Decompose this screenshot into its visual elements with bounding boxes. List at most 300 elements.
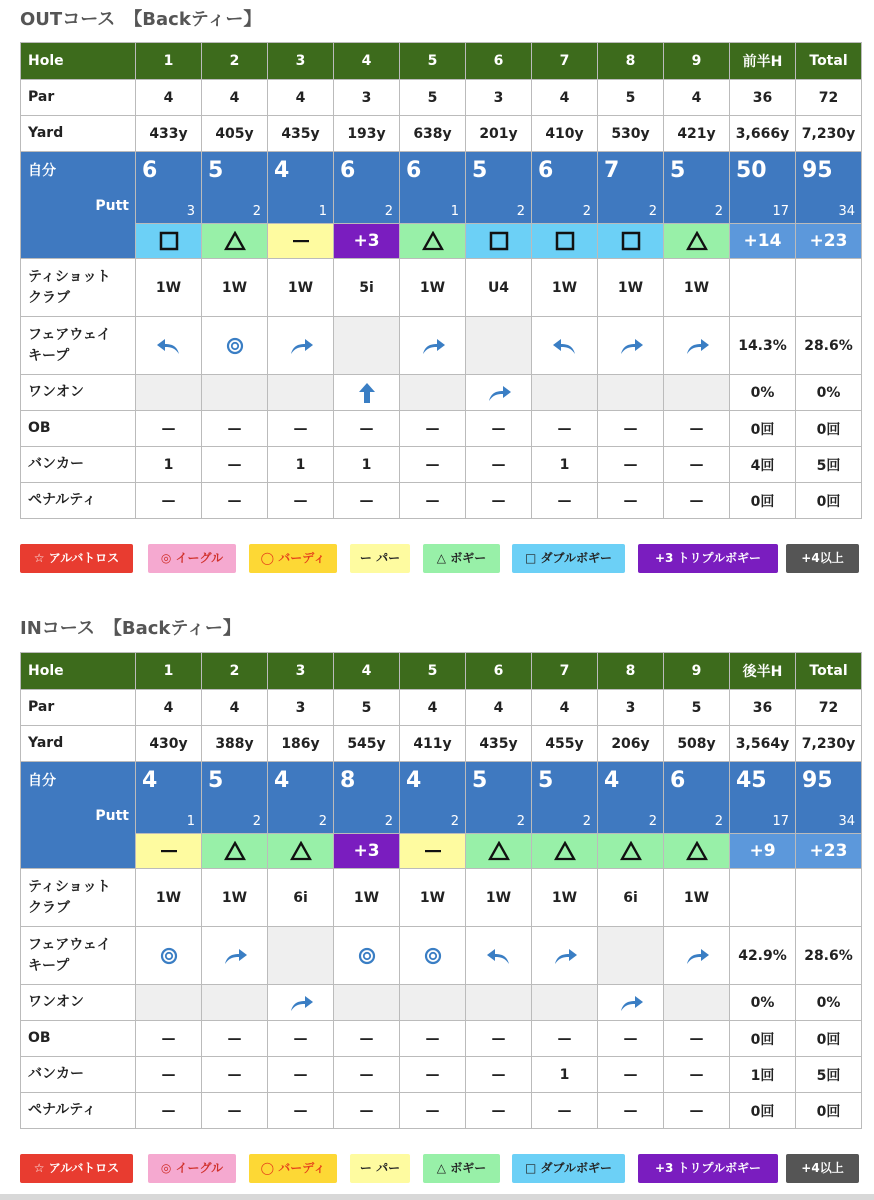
ob-row	[21, 1021, 862, 1057]
bunker-row-cell: —	[466, 1057, 532, 1093]
penalty-row-cell: —	[136, 483, 202, 519]
yard-row	[21, 116, 862, 152]
yard-row-cell: 193y	[334, 116, 400, 152]
legend-item: +4以上	[786, 544, 859, 573]
par-row-cell: 4	[664, 80, 730, 116]
result-mark	[202, 224, 268, 259]
par-row	[21, 690, 862, 726]
double-bogey-icon	[555, 231, 575, 251]
score-cell	[466, 152, 532, 224]
putt-count: 2	[516, 204, 525, 219]
one-on-cell	[532, 985, 598, 1021]
bunker-row-cell: 1	[334, 447, 400, 483]
yard-row-cell: 638y	[400, 116, 466, 152]
stroke-count: 50	[736, 158, 767, 183]
header-cell: 7	[532, 653, 598, 690]
result-mark: +23	[796, 834, 862, 869]
ob-row-cell: —	[664, 1021, 730, 1057]
bunker-row-label: バンカー	[21, 447, 136, 483]
par-row-cell: 5	[400, 80, 466, 116]
one-on-total: 0%	[730, 985, 796, 1021]
penalty-row	[21, 1093, 862, 1129]
penalty-row-cell: 0回	[730, 483, 796, 519]
penalty-row-label: ペナルティ	[21, 483, 136, 519]
arrow-right-icon	[221, 946, 249, 966]
one-on-cell	[598, 985, 664, 1021]
penalty-row-label: ペナルティ	[21, 1093, 136, 1129]
tee-club-cell: 1W	[400, 259, 466, 317]
result-mark	[664, 834, 730, 869]
legend-item: □ ダブルボギー	[512, 544, 625, 573]
putt-count: 2	[516, 814, 525, 829]
penalty-row-cell: —	[268, 1093, 334, 1129]
penalty-row-cell: —	[466, 483, 532, 519]
one-on-cell	[598, 375, 664, 411]
stroke-count: 4	[142, 768, 158, 793]
one-on-cell	[400, 985, 466, 1021]
tee-club-cell: 5i	[334, 259, 400, 317]
score-cell	[136, 762, 202, 834]
target-icon	[424, 947, 442, 965]
tee-club-cell: 1W	[532, 869, 598, 927]
ob-row-cell: 0回	[796, 1021, 862, 1057]
header-cell: 5	[400, 653, 466, 690]
yard-row-cell: 206y	[598, 726, 664, 762]
fairway-cell	[598, 927, 664, 985]
arrow-left-icon	[551, 336, 579, 356]
ob-row-cell: —	[532, 1021, 598, 1057]
tee-club-row	[21, 259, 862, 317]
tee-club-cell: 1W	[202, 259, 268, 317]
putt-count: 17	[772, 814, 789, 829]
self-label: 自分	[28, 773, 56, 789]
yard-row-cell: 508y	[664, 726, 730, 762]
bunker-row	[21, 447, 862, 483]
penalty-row-cell: —	[598, 1093, 664, 1129]
penalty-row-cell: —	[466, 1093, 532, 1129]
stroke-count: 5	[472, 768, 488, 793]
yard-row-cell: 421y	[664, 116, 730, 152]
stroke-count: 45	[736, 768, 767, 793]
yard-row-cell: 435y	[268, 116, 334, 152]
fairway-cell	[466, 927, 532, 985]
tee-club-cell	[796, 869, 862, 927]
result-mark	[202, 834, 268, 869]
par-row-cell: 4	[268, 80, 334, 116]
header-cell: 4	[334, 653, 400, 690]
arrow-right-icon	[617, 993, 645, 1013]
ob-row-cell: —	[598, 411, 664, 447]
ob-row-cell: 0回	[730, 1021, 796, 1057]
fairway-cell	[532, 317, 598, 375]
bunker-row-cell: 1	[136, 447, 202, 483]
tee-club-cell: 1W	[136, 259, 202, 317]
legend-item: ◎ イーグル	[148, 1154, 236, 1183]
one-on-label: ワンオン	[21, 985, 136, 1021]
header-cell: Total	[796, 43, 862, 80]
score-cell	[730, 762, 796, 834]
ob-row-cell: 0回	[730, 411, 796, 447]
tee-club-cell	[730, 869, 796, 927]
result-mark	[598, 224, 664, 259]
putt-count: 2	[384, 204, 393, 219]
target-icon	[160, 947, 178, 965]
header-cell: 9	[664, 43, 730, 80]
fairway-cell	[532, 927, 598, 985]
bunker-row-label: バンカー	[21, 1057, 136, 1093]
yard-row-cell: 545y	[334, 726, 400, 762]
penalty-row-cell: 0回	[796, 483, 862, 519]
legend-item: +3 トリプルボギー	[638, 1154, 778, 1183]
arrow-right-icon	[485, 383, 513, 403]
yard-row-cell: 411y	[400, 726, 466, 762]
legend-item: +3 トリプルボギー	[638, 544, 778, 573]
fairway-cell	[202, 927, 268, 985]
header-row	[21, 43, 862, 80]
one-on-cell	[268, 375, 334, 411]
header-cell: 後半H	[730, 653, 796, 690]
one-on-cell	[664, 375, 730, 411]
score-cell	[136, 152, 202, 224]
bogey-icon	[554, 841, 576, 861]
par-row-cell: 5	[664, 690, 730, 726]
arrow-right-icon	[617, 336, 645, 356]
fairway-cell	[334, 927, 400, 985]
header-cell: 4	[334, 43, 400, 80]
result-mark: +3	[334, 224, 400, 259]
header-label: Hole	[21, 43, 136, 80]
arrow-left-icon	[485, 946, 513, 966]
bunker-row-cell: 1	[532, 447, 598, 483]
penalty-row-cell: —	[532, 483, 598, 519]
score-cell	[268, 762, 334, 834]
arrow-right-icon	[419, 336, 447, 356]
tee-club-cell: 6i	[598, 869, 664, 927]
putt-count: 2	[252, 204, 261, 219]
yard-row-cell: 3,564y	[730, 726, 796, 762]
penalty-row-cell: 0回	[730, 1093, 796, 1129]
score-cell	[202, 152, 268, 224]
header-cell: 8	[598, 43, 664, 80]
bogey-icon	[686, 231, 708, 251]
result-mark	[466, 834, 532, 869]
bogey-icon	[488, 841, 510, 861]
ob-row-cell: —	[334, 1021, 400, 1057]
putt-label: Putt	[95, 808, 129, 824]
tee-club-label: ティショット クラブ	[21, 259, 136, 317]
fairway-cell	[268, 317, 334, 375]
penalty-row-cell: —	[400, 483, 466, 519]
stroke-count: 6	[340, 158, 356, 183]
bogey-icon	[686, 841, 708, 861]
putt-count: 2	[714, 204, 723, 219]
putt-count: 34	[838, 814, 855, 829]
ob-row-label: OB	[21, 411, 136, 447]
result-mark	[664, 224, 730, 259]
bogey-icon	[224, 231, 246, 251]
legend-item: ☆ アルバトロス	[20, 544, 133, 573]
fairway-row	[21, 317, 862, 375]
result-mark	[268, 834, 334, 869]
putt-count: 1	[186, 814, 195, 829]
yard-row-cell: 430y	[136, 726, 202, 762]
score-cell	[334, 152, 400, 224]
header-cell: 8	[598, 653, 664, 690]
target-icon	[358, 947, 376, 965]
yard-row-cell: 410y	[532, 116, 598, 152]
tee-club-cell: U4	[466, 259, 532, 317]
result-mark	[136, 834, 202, 869]
arrow-left-icon	[155, 336, 183, 356]
penalty-row-cell: —	[664, 1093, 730, 1129]
par-row-cell: 4	[400, 690, 466, 726]
tee-club-row	[21, 869, 862, 927]
fairway-cell	[400, 317, 466, 375]
par-icon	[293, 238, 309, 244]
stroke-count: 5	[538, 768, 554, 793]
ob-row-cell: —	[598, 1021, 664, 1057]
one-on-total: 0%	[796, 375, 862, 411]
header-cell: 1	[136, 43, 202, 80]
par-row-cell: 5	[598, 80, 664, 116]
legend-item: ー パー	[350, 1154, 410, 1183]
one-on-total: 0%	[796, 985, 862, 1021]
result-mark: +9	[730, 834, 796, 869]
yard-row-cell: 455y	[532, 726, 598, 762]
result-mark	[466, 224, 532, 259]
putt-count: 2	[450, 814, 459, 829]
legend-item: ◎ イーグル	[148, 544, 236, 573]
stroke-count: 4	[274, 768, 290, 793]
stroke-count: 6	[142, 158, 158, 183]
bunker-row-cell: —	[202, 1057, 268, 1093]
one-on-cell	[202, 985, 268, 1021]
yard-row-cell: 530y	[598, 116, 664, 152]
par-row-cell: 3	[268, 690, 334, 726]
stroke-count: 6	[670, 768, 686, 793]
stroke-count: 6	[406, 158, 422, 183]
ob-row-cell: —	[268, 1021, 334, 1057]
arrow-right-icon	[287, 993, 315, 1013]
putt-count: 2	[648, 814, 657, 829]
fairway-cell	[334, 317, 400, 375]
ob-row-cell: —	[268, 411, 334, 447]
score-cell	[796, 152, 862, 224]
score-cell	[664, 762, 730, 834]
par-row-cell: 72	[796, 690, 862, 726]
ob-row-cell: —	[466, 411, 532, 447]
one-on-cell	[202, 375, 268, 411]
header-cell: 7	[532, 43, 598, 80]
putt-count: 2	[318, 814, 327, 829]
legend-item: △ ボギー	[423, 1154, 500, 1183]
ob-row-cell: 0回	[796, 411, 862, 447]
result-mark	[400, 834, 466, 869]
penalty-row-cell: —	[400, 1093, 466, 1129]
penalty-row	[21, 483, 862, 519]
bottom-divider	[0, 1194, 874, 1200]
out-course-title: OUTコース 【Backティー】	[20, 9, 262, 30]
bunker-row-cell: 1	[268, 447, 334, 483]
yard-row-cell: 435y	[466, 726, 532, 762]
legend-item: △ ボギー	[423, 544, 500, 573]
legend-item: □ ダブルボギー	[512, 1154, 625, 1183]
fairway-cell	[136, 317, 202, 375]
header-cell: 3	[268, 653, 334, 690]
target-icon	[226, 337, 244, 355]
header-cell: Total	[796, 653, 862, 690]
stroke-count: 5	[670, 158, 686, 183]
legend-item: ◯ バーディ	[249, 544, 337, 573]
out-scorecard-table	[20, 42, 862, 519]
putt-count: 2	[714, 814, 723, 829]
bunker-row-cell: 5回	[796, 1057, 862, 1093]
one-on-cell	[334, 375, 400, 411]
bunker-row-cell: 4回	[730, 447, 796, 483]
tee-club-cell: 1W	[598, 259, 664, 317]
yard-row	[21, 726, 862, 762]
result-mark	[598, 834, 664, 869]
arrow-up-icon	[358, 382, 376, 404]
bunker-row-cell: —	[334, 1057, 400, 1093]
one-on-cell	[532, 375, 598, 411]
double-bogey-icon	[489, 231, 509, 251]
putt-count: 34	[838, 204, 855, 219]
stroke-count: 95	[802, 158, 833, 183]
one-on-cell	[136, 375, 202, 411]
putt-count: 1	[318, 204, 327, 219]
yard-row-cell: 433y	[136, 116, 202, 152]
legend-item: ☆ アルバトロス	[20, 1154, 133, 1183]
tee-club-cell	[730, 259, 796, 317]
bogey-icon	[290, 841, 312, 861]
one-on-cell	[136, 985, 202, 1021]
score-cell	[598, 152, 664, 224]
fairway-total: 14.3%	[730, 317, 796, 375]
yard-row-cell: 7,230y	[796, 116, 862, 152]
ob-row-cell: —	[664, 411, 730, 447]
penalty-row-cell: —	[268, 483, 334, 519]
result-mark: +3	[334, 834, 400, 869]
tee-club-cell: 1W	[202, 869, 268, 927]
stroke-count: 4	[406, 768, 422, 793]
tee-club-cell: 1W	[334, 869, 400, 927]
stroke-count: 4	[604, 768, 620, 793]
result-mark-row	[21, 224, 862, 259]
ob-row-cell: —	[334, 411, 400, 447]
putt-count: 1	[450, 204, 459, 219]
par-row-cell: 4	[532, 80, 598, 116]
bunker-row-cell: —	[136, 1057, 202, 1093]
header-cell: 3	[268, 43, 334, 80]
header-cell: 2	[202, 43, 268, 80]
par-row-cell: 36	[730, 690, 796, 726]
one-on-cell	[466, 985, 532, 1021]
par-row-cell: 3	[466, 80, 532, 116]
ob-row	[21, 411, 862, 447]
stroke-count: 5	[208, 158, 224, 183]
fairway-total: 42.9%	[730, 927, 796, 985]
fairway-total: 28.6%	[796, 927, 862, 985]
putt-count: 2	[582, 204, 591, 219]
bogey-icon	[422, 231, 444, 251]
fairway-cell	[664, 927, 730, 985]
fairway-cell	[664, 317, 730, 375]
ob-row-cell: —	[532, 411, 598, 447]
par-row-cell: 4	[532, 690, 598, 726]
fairway-label: フェアウェイ キープ	[21, 317, 136, 375]
bogey-icon	[620, 841, 642, 861]
fairway-cell	[400, 927, 466, 985]
header-cell: 5	[400, 43, 466, 80]
header-cell: 1	[136, 653, 202, 690]
par-row-label: Par	[21, 690, 136, 726]
bunker-row-cell: —	[598, 447, 664, 483]
ob-row-cell: —	[202, 411, 268, 447]
par-row-label: Par	[21, 80, 136, 116]
tee-club-cell: 1W	[466, 869, 532, 927]
bunker-row-cell: —	[400, 447, 466, 483]
arrow-right-icon	[287, 336, 315, 356]
par-row-cell: 36	[730, 80, 796, 116]
result-mark	[532, 834, 598, 869]
score-cell	[400, 762, 466, 834]
bunker-row-cell: —	[466, 447, 532, 483]
penalty-row-cell: —	[532, 1093, 598, 1129]
penalty-row-cell: —	[334, 1093, 400, 1129]
bunker-row-cell: —	[664, 447, 730, 483]
self-label: 自分	[28, 163, 56, 179]
putt-count: 2	[384, 814, 393, 829]
penalty-row-cell: —	[664, 483, 730, 519]
stroke-count: 5	[472, 158, 488, 183]
bunker-row-cell: —	[664, 1057, 730, 1093]
stroke-count: 7	[604, 158, 620, 183]
ob-row-cell: —	[136, 411, 202, 447]
ob-row-cell: —	[400, 1021, 466, 1057]
ob-row-label: OB	[21, 1021, 136, 1057]
header-row	[21, 653, 862, 690]
bunker-row	[21, 1057, 862, 1093]
tee-club-cell: 1W	[268, 259, 334, 317]
ob-row-cell: —	[466, 1021, 532, 1057]
tee-club-cell: 1W	[532, 259, 598, 317]
par-row-cell: 4	[136, 690, 202, 726]
fairway-cell	[598, 317, 664, 375]
penalty-row-cell: —	[334, 483, 400, 519]
one-on-total: 0%	[730, 375, 796, 411]
bunker-row-cell: —	[268, 1057, 334, 1093]
score-cell	[532, 152, 598, 224]
yard-row-cell: 7,230y	[796, 726, 862, 762]
result-mark	[400, 224, 466, 259]
yard-row-cell: 405y	[202, 116, 268, 152]
legend-item: ー パー	[350, 544, 410, 573]
yard-row-cell: 186y	[268, 726, 334, 762]
result-mark-row	[21, 834, 862, 869]
bunker-row-cell: 1回	[730, 1057, 796, 1093]
penalty-row-cell: —	[202, 483, 268, 519]
result-mark	[136, 224, 202, 259]
one-on-cell	[466, 375, 532, 411]
score-cell	[202, 762, 268, 834]
in-course-title: INコース 【Backティー】	[20, 618, 241, 639]
stroke-count: 5	[208, 768, 224, 793]
result-mark	[532, 224, 598, 259]
fairway-total: 28.6%	[796, 317, 862, 375]
stroke-count: 95	[802, 768, 833, 793]
tee-club-cell	[796, 259, 862, 317]
